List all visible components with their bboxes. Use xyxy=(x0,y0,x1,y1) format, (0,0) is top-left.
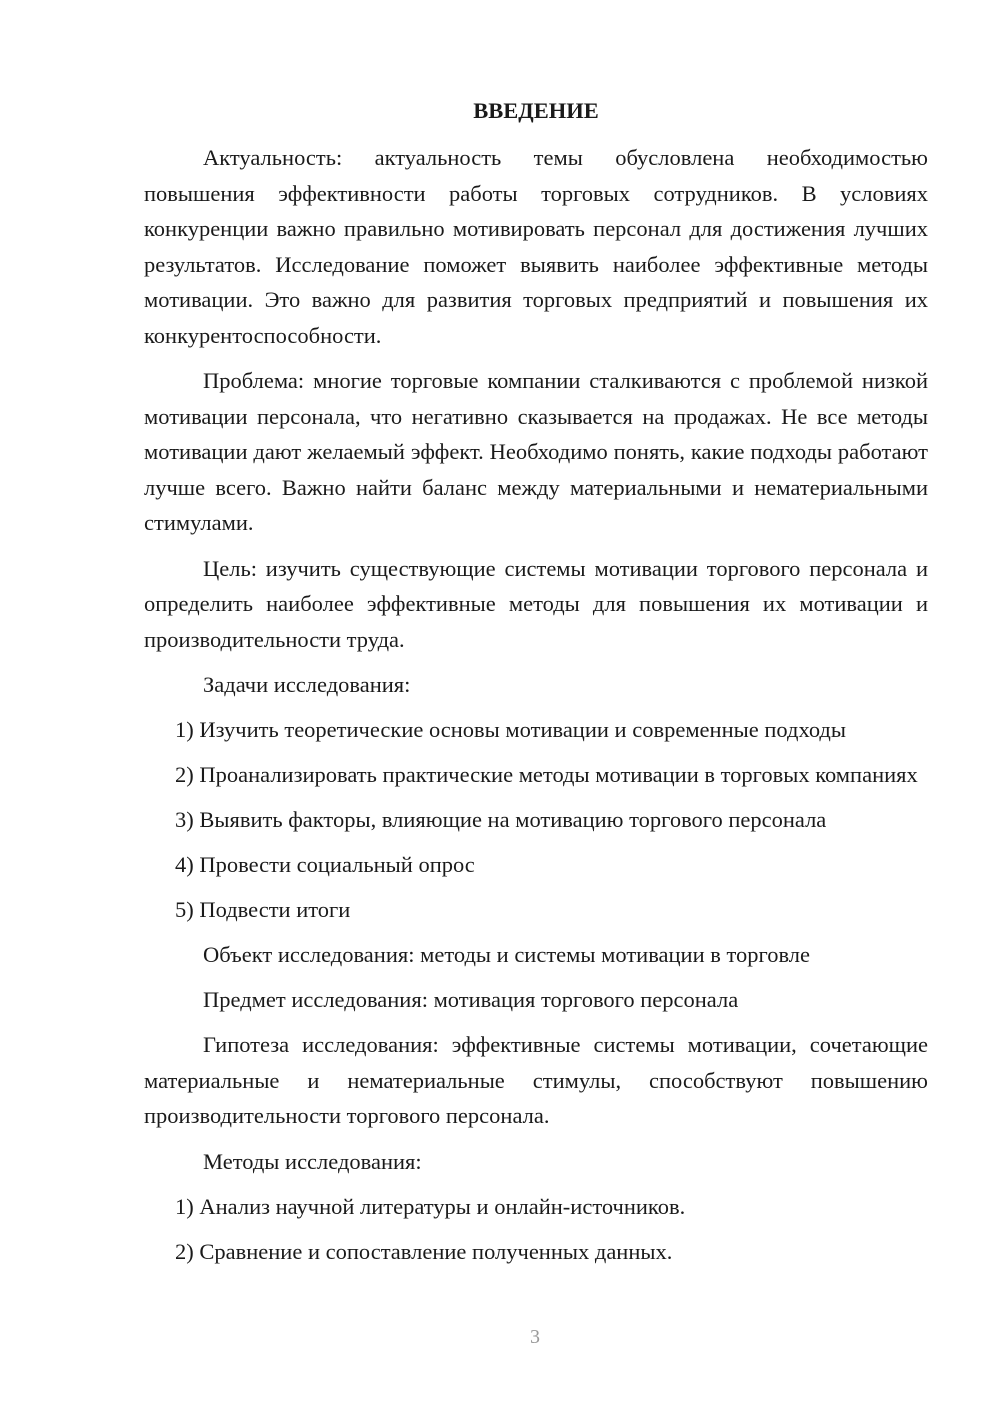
object-line: Объект исследования: методы и системы мотивации в торговле xyxy=(203,942,811,967)
task-item: 2) Проанализировать практические методы мотивации в торговых компаниях xyxy=(175,762,918,787)
subject-line: Предмет исследования: мотивация торгового персонала xyxy=(203,987,739,1012)
method-item: 2) Сравнение и сопоставление полученных данных. xyxy=(175,1238,673,1264)
task-item: 4) Провести социальный опрос xyxy=(175,852,475,877)
task-item: 3) Выявить факторы, влияющие на мотивацию торгового персонала xyxy=(175,807,827,832)
goal-paragraph: Цель: изучить существующие системы мотивации торгового персонала и определить наиболее эффективные методы для повышения их мотивации и производительности труда. xyxy=(144,555,928,652)
problem-paragraph: Проблема: многие торговые компании сталкиваются с проблемой низкой мотивации персонала, что негативно сказывается на продажах. Не все методы мотивации дают желаемый эффект. Необходимо понять, какие подходы работают лучше всего. Важно найти баланс между материальными и нематериальными стимулами. xyxy=(144,368,928,535)
page-number: 3 xyxy=(530,1326,540,1348)
task-item: 5) Подвести итоги xyxy=(175,897,351,922)
hypothesis-paragraph: Гипотеза исследования: эффективные системы мотивации, сочетающие материальные и нематериальные стимулы, способствуют повышению производительности торгового персонала. xyxy=(144,1032,928,1128)
document-page xyxy=(144,96,928,1279)
tasks-heading: Задачи исследования: xyxy=(203,672,411,697)
task-item: 1) Изучить теоретические основы мотивации и современные подходы xyxy=(175,717,847,742)
relevance-paragraph: Актуальность: актуальность темы обусловлена необходимостью повышения эффективности работы торговых сотрудников. В условиях конкуренции важно правильно мотивировать персонал для достижения лучших результатов. Исследование поможет выявить наиболее эффективные методы мотивации. Это важно для развития торговых предприятий и повышения их конкурентоспособности. xyxy=(144,145,928,348)
methods-heading: Методы исследования: xyxy=(203,1148,422,1174)
document-title: ВВЕДЕНИЕ xyxy=(473,98,599,123)
method-item: 1) Анализ научной литературы и онлайн-источников. xyxy=(175,1193,686,1219)
